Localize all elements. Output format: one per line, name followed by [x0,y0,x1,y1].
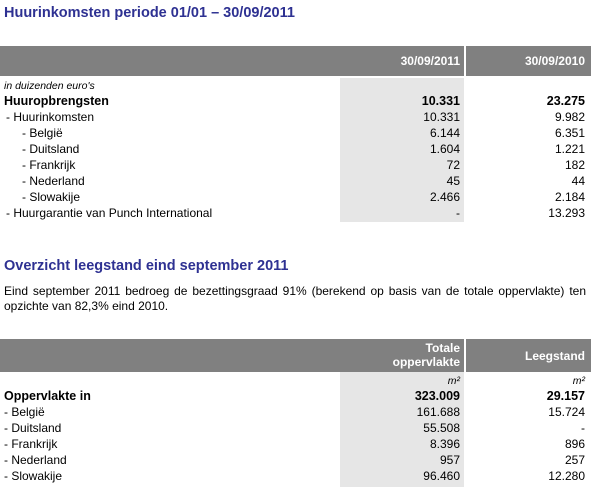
table1-col-2010: 30/09/2010 [524,54,585,68]
table-row: - Nederland 45 44 [22,174,585,188]
table-row: - Frankrijk 8.396 896 [4,437,585,451]
table-row: - België 6.144 6.351 [22,126,585,140]
units-row: m² m² [447,375,585,387]
table-row: Huuropbrengsten 10.331 23.275 [4,94,585,108]
section-title-leegstand: Overzicht leegstand eind september 2011 [4,258,289,274]
table-row: - Frankrijk 72 182 [22,158,585,172]
table2-col-totale-oppervlakte: Totale oppervlakte [392,341,460,369]
table2-header [0,339,591,372]
table-row: - Huurgarantie van Punch International - 13.293 [6,206,585,220]
table-row: - Nederland 957 257 [4,453,585,467]
unit-note: in duizenden euro's [4,80,95,92]
table1-header [0,46,591,76]
table2-col-leegstand: Leegstand [524,349,585,363]
table-row: - Duitsland 1.604 1.221 [22,142,585,156]
table-row: - Slowakije 2.466 2.184 [22,190,585,204]
occupancy-paragraph: Eind september 2011 bedroeg de bezettingsgraad 91% (berekend op basis van de totale oppervlakte) ten opzichte van 82,3% eind 2010. [4,284,586,313]
section-title-huurinkomsten: Huurinkomsten periode 01/01 – 30/09/2011 [4,5,295,21]
table-row: Oppervlakte in 323.009 29.157 [4,389,585,403]
table-row: - Slowakije 96.460 12.280 [4,469,585,483]
table-row: - Duitsland 55.508 - [4,421,585,435]
table-row: - Huurinkomsten 10.331 9.982 [6,110,585,124]
table-row: - België 161.688 15.724 [4,405,585,419]
table1-col-2011: 30/09/2011 [400,54,460,68]
